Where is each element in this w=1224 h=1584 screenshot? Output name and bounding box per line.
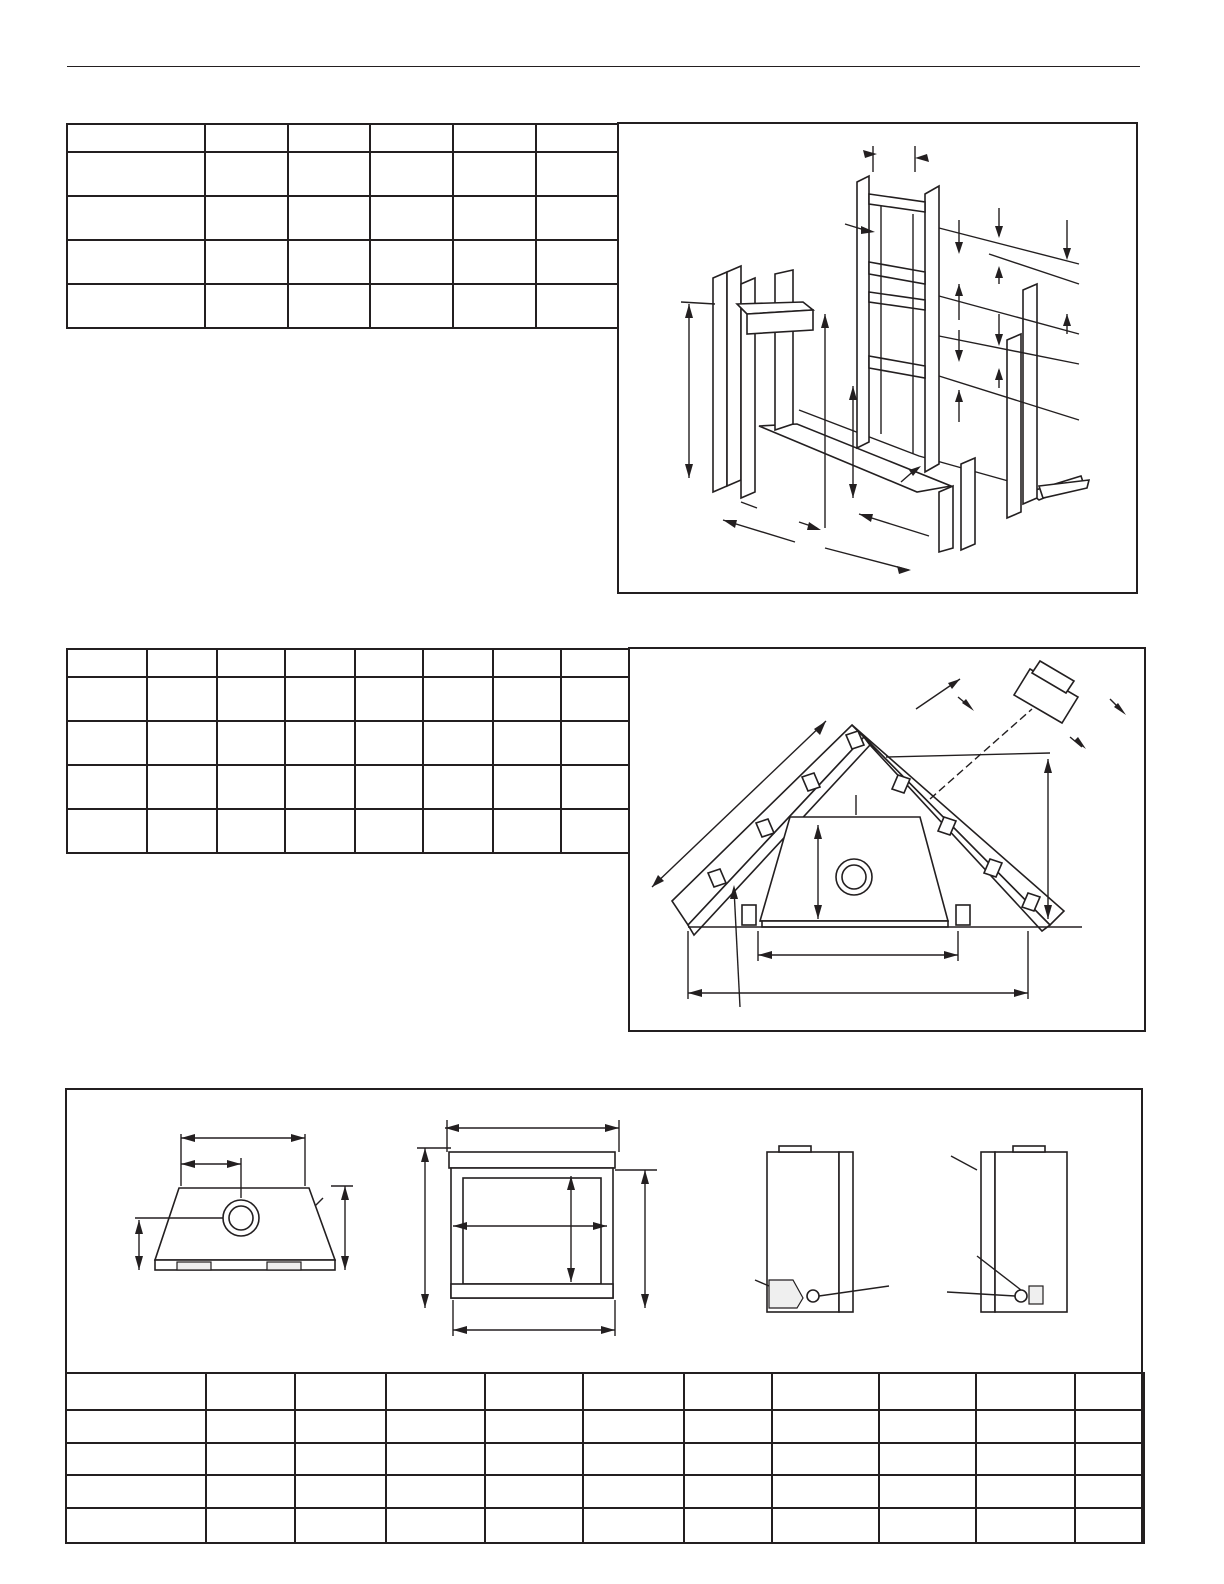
table-cell — [583, 1373, 684, 1410]
chase-header-top — [869, 194, 925, 212]
left-side-view — [755, 1146, 889, 1312]
table-cell — [772, 1373, 879, 1410]
table-cell — [147, 809, 217, 853]
table-cell — [217, 649, 285, 677]
table-cell — [288, 124, 370, 152]
table-cell — [561, 765, 629, 809]
table-cell — [423, 721, 493, 765]
table-cell — [684, 1475, 772, 1508]
table-cell — [386, 1508, 485, 1543]
table-cell — [205, 196, 288, 240]
table-cell — [536, 284, 618, 328]
table-cell — [206, 1508, 295, 1543]
table-row — [67, 721, 629, 765]
table-cell — [453, 152, 536, 196]
table-cell — [879, 1475, 976, 1508]
table-cell — [772, 1475, 879, 1508]
table-cell — [370, 284, 453, 328]
chase-stud-right — [925, 186, 939, 472]
table-cell — [370, 152, 453, 196]
table-cell — [493, 809, 561, 853]
table-cell — [370, 240, 453, 284]
table-cell — [453, 124, 536, 152]
right-side-view — [947, 1146, 1067, 1312]
table-cell — [423, 649, 493, 677]
table-cell — [295, 1443, 386, 1476]
table-cell — [206, 1373, 295, 1410]
table-cell — [386, 1443, 485, 1476]
table-cell — [285, 765, 355, 809]
table-cell — [493, 649, 561, 677]
table-cell — [684, 1373, 772, 1410]
table-cell — [205, 240, 288, 284]
table-cell — [386, 1475, 485, 1508]
framing-dimensions-table — [66, 123, 619, 329]
table-cell — [217, 677, 285, 721]
table-cell — [67, 124, 205, 152]
table-cell — [386, 1373, 485, 1410]
table-cell — [67, 721, 147, 765]
table-row — [67, 649, 629, 677]
table-cell — [485, 1373, 583, 1410]
table-row — [67, 124, 618, 152]
chase-header-mid — [869, 262, 925, 284]
table-cell — [772, 1410, 879, 1443]
floor-header — [759, 424, 951, 492]
table-cell — [1075, 1443, 1144, 1476]
table-row — [67, 765, 629, 809]
header-rule — [67, 66, 1140, 67]
table-cell — [370, 124, 453, 152]
table-cell — [583, 1410, 684, 1443]
unit-dimensions-table — [65, 1372, 1145, 1544]
left-stud-2 — [727, 266, 741, 486]
table-row — [67, 196, 618, 240]
table-cell — [1075, 1373, 1144, 1410]
right-stud-1 — [1023, 284, 1037, 504]
table-cell — [285, 677, 355, 721]
table-cell — [976, 1443, 1075, 1476]
table-cell — [355, 649, 423, 677]
table-cell — [583, 1475, 684, 1508]
table-cell — [67, 649, 147, 677]
front-view — [417, 1120, 657, 1336]
table-cell — [453, 284, 536, 328]
table-cell — [423, 765, 493, 809]
table-cell — [485, 1475, 583, 1508]
table-row — [67, 809, 629, 853]
table-cell — [147, 765, 217, 809]
table-cell — [423, 677, 493, 721]
table-cell — [386, 1410, 485, 1443]
table-cell — [493, 677, 561, 721]
table-cell — [1075, 1475, 1144, 1508]
table-cell — [684, 1410, 772, 1443]
table-cell — [206, 1475, 295, 1508]
table-cell — [355, 809, 423, 853]
table-cell — [295, 1373, 386, 1410]
table-row — [67, 152, 618, 196]
top-view — [135, 1134, 353, 1270]
table-cell — [976, 1373, 1075, 1410]
left-stud-1 — [713, 272, 727, 492]
table-cell — [879, 1508, 976, 1543]
unit-dimensions-panel — [65, 1088, 1143, 1544]
table-cell — [355, 677, 423, 721]
table-cell — [485, 1410, 583, 1443]
table-cell — [684, 1443, 772, 1476]
vent-collar-inner — [842, 865, 866, 889]
corner-figure-panel — [628, 647, 1146, 1032]
table-cell — [1075, 1508, 1144, 1543]
chase-header-low — [869, 292, 925, 310]
table-cell — [285, 649, 355, 677]
table-cell — [147, 649, 217, 677]
table-cell — [453, 196, 536, 240]
table-cell — [67, 152, 205, 196]
table-cell — [879, 1410, 976, 1443]
framing-figure-panel — [617, 122, 1138, 594]
table-cell — [147, 677, 217, 721]
fireplace-views-icon — [67, 1090, 1145, 1374]
table-row — [67, 284, 618, 328]
table-cell — [67, 284, 205, 328]
table-cell — [1075, 1410, 1144, 1443]
corner-dimensions-table — [66, 648, 630, 854]
table-cell — [583, 1443, 684, 1476]
table-cell — [976, 1475, 1075, 1508]
table-cell — [976, 1410, 1075, 1443]
right-stud-2 — [1007, 334, 1021, 518]
table-cell — [206, 1443, 295, 1476]
table-cell — [288, 240, 370, 284]
table-cell — [493, 765, 561, 809]
table-cell — [295, 1508, 386, 1543]
table-cell — [67, 196, 205, 240]
table-cell — [453, 240, 536, 284]
table-cell — [66, 1475, 206, 1508]
table-cell — [561, 721, 629, 765]
floor-block — [956, 905, 970, 925]
table-cell — [288, 284, 370, 328]
table-cell — [772, 1508, 879, 1543]
table-row — [66, 1508, 1144, 1543]
fireplace-base — [762, 921, 948, 927]
table-cell — [423, 809, 493, 853]
table-cell — [370, 196, 453, 240]
table-cell — [561, 677, 629, 721]
table-cell — [288, 152, 370, 196]
table-cell — [285, 809, 355, 853]
floor-extension — [1039, 480, 1089, 498]
table-row — [66, 1410, 1144, 1443]
table-cell — [67, 240, 205, 284]
table-cell — [205, 152, 288, 196]
right-stud-4 — [939, 486, 953, 552]
table-cell — [67, 765, 147, 809]
table-row — [67, 240, 618, 284]
table-cell — [536, 196, 618, 240]
wall-stud — [892, 775, 910, 793]
table-row — [66, 1373, 1144, 1410]
table-cell — [485, 1443, 583, 1476]
table-cell — [536, 152, 618, 196]
table-cell — [583, 1508, 684, 1543]
table-cell — [285, 721, 355, 765]
table-cell — [295, 1475, 386, 1508]
table-cell — [879, 1373, 976, 1410]
table-cell — [561, 649, 629, 677]
table-cell — [217, 809, 285, 853]
table-cell — [206, 1410, 295, 1443]
table-cell — [147, 721, 217, 765]
chase-stud-left — [857, 176, 869, 448]
table-cell — [217, 765, 285, 809]
table-cell — [66, 1373, 206, 1410]
right-stud-3 — [961, 458, 975, 550]
table-cell — [493, 721, 561, 765]
table-cell — [976, 1508, 1075, 1543]
table-cell — [561, 809, 629, 853]
table-cell — [295, 1410, 386, 1443]
table-cell — [536, 124, 618, 152]
table-cell — [66, 1443, 206, 1476]
chase-header-bottom — [869, 356, 925, 378]
left-stud-4 — [775, 270, 793, 430]
table-cell — [288, 196, 370, 240]
table-cell — [684, 1508, 772, 1543]
table-cell — [879, 1443, 976, 1476]
table-row — [66, 1443, 1144, 1476]
framing-diagram-icon — [619, 124, 1140, 596]
table-cell — [355, 765, 423, 809]
table-row — [66, 1475, 1144, 1508]
table-cell — [205, 124, 288, 152]
table-cell — [485, 1508, 583, 1543]
table-cell — [205, 284, 288, 328]
table-cell — [355, 721, 423, 765]
corner-diagram-icon — [630, 649, 1148, 1034]
table-cell — [772, 1443, 879, 1476]
left-header-front — [747, 310, 813, 334]
table-cell — [67, 677, 147, 721]
table-cell — [66, 1410, 206, 1443]
table-cell — [217, 721, 285, 765]
table-cell — [66, 1508, 206, 1543]
floor-block — [742, 905, 756, 925]
table-row — [67, 677, 629, 721]
table-cell — [536, 240, 618, 284]
table-cell — [67, 809, 147, 853]
